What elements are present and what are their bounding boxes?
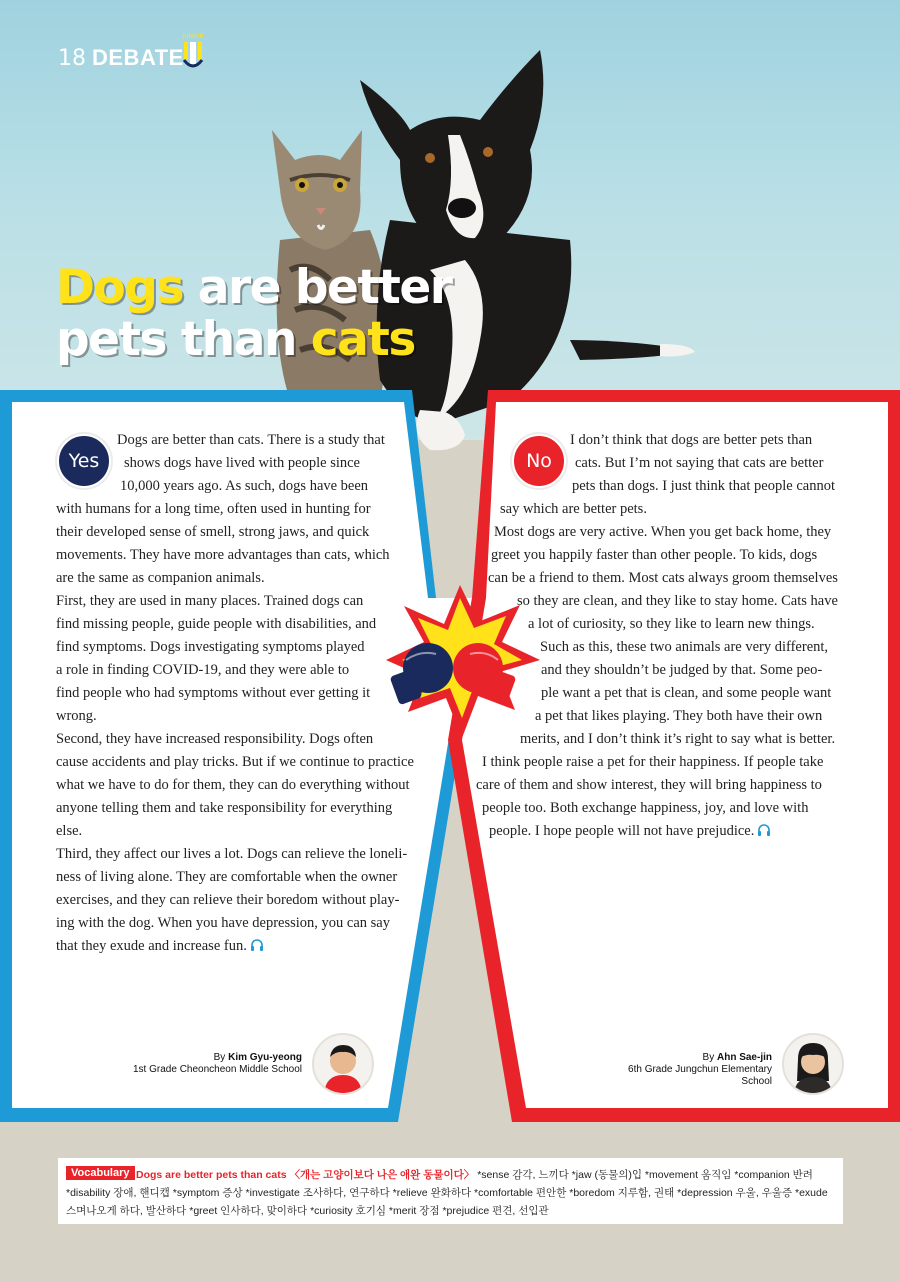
no-line: merits, and I don’t think it’s right to say what is better.: [520, 731, 836, 747]
vocabulary-label: Vocabulary: [66, 1166, 135, 1180]
yes-line: that they exude and increase fun.: [56, 938, 247, 954]
no-line: I think people raise a pet for their happiness. If people take: [482, 754, 824, 770]
no-line-last: [489, 820, 771, 843]
no-line: I don’t think that dogs are better pets than: [570, 432, 813, 448]
yes-line: find missing people, guide people with disabilities, and: [56, 616, 377, 632]
yes-line: 10,000 years ago. As such, dogs have been: [120, 478, 369, 494]
yes-line: First, they are used in many places. Trained dogs can: [56, 593, 364, 609]
no-author-avatar: [782, 1033, 844, 1095]
yes-badge: Yes: [57, 434, 111, 488]
yes-line: cause accidents and play tricks. But if we continue to practice: [56, 754, 414, 770]
yes-line: movements. They have more advantages than cats, which: [56, 547, 390, 563]
title-mid: are better: [182, 260, 452, 315]
yes-line: a role in finding COVID-19, and they were able to: [56, 662, 350, 678]
no-badge: No: [512, 434, 566, 488]
yes-author: [130, 1052, 302, 1076]
no-line: pets than dogs. I just think that people cannot: [572, 478, 835, 494]
vocabulary-body: *sense 감각, 느끼다 *jaw (동물의)입 *movement 움직임 *companion 반려 *disability 장애, 핸디캡 *symptom 증상 *investigate 조사하다, 연구하다 *relieve 완화하다 *comfortable 편안한 *boredom 지루함, 권태 *depression 우울, 우울증 *exude 스며나오게 하다, 발산하다 *greet 인사하다, 맞이하다 *curiosity 호기심 *merit 장점 *prejudice 편견, 선입관: [66, 1169, 828, 1217]
section-title: DEBATE: [92, 45, 184, 70]
no-author: [600, 1052, 772, 1088]
yes-line: ness of living alone. They are comfortable when the owner: [56, 869, 398, 885]
yes-author-avatar: [312, 1033, 374, 1095]
yes-line: anyone telling them and take responsibility for everything: [56, 800, 393, 816]
audio-headphone-icon[interactable]: [250, 939, 264, 951]
vocabulary-headline: Dogs are better pets than cats 〈개는 고양이보다 나은 애완 동물이다〉: [136, 1169, 475, 1181]
yes-line: Third, they affect our lives a lot. Dogs can relieve the loneli-: [56, 846, 408, 862]
yes-line: are the same as companion animals.: [56, 570, 265, 586]
yes-line: Second, they have increased responsibility. Dogs often: [56, 731, 374, 747]
yes-line: what we have to do for them, they can do everything without: [56, 777, 410, 793]
title-dogs: Dogs: [56, 260, 183, 315]
yes-line: exercises, and they can relieve their boredom without play-: [56, 892, 400, 908]
yes-line: Dogs are better than cats. There is a study that: [117, 432, 385, 448]
audio-headphone-icon[interactable]: [757, 824, 771, 836]
author-name: Ahn Sae-jin: [716, 1052, 772, 1063]
yes-line: ing with the dog. When you have depression, you can say: [56, 915, 390, 931]
no-line: Most dogs are very active. When you get back home, they: [494, 524, 832, 540]
vocabulary-box: [58, 1158, 843, 1224]
no-line: cats. But I’m not saying that cats are better: [575, 455, 824, 471]
no-line: Such as this, these two animals are very different,: [540, 639, 829, 655]
author-school: 1st Grade Cheoncheon Middle School: [133, 1064, 302, 1075]
author-prefix: By: [213, 1052, 229, 1063]
no-line: so they are clean, and they like to stay home. Cats have: [517, 593, 838, 609]
author-prefix: By: [702, 1052, 717, 1063]
no-line: people. I hope people will not have prejudice.: [489, 823, 755, 839]
logo-text: JUNIOR: [182, 33, 204, 40]
author-school: 6th Grade Jungchun Elementary School: [628, 1064, 772, 1087]
yes-line: wrong.: [56, 708, 97, 724]
yes-line: with humans for a long time, often used in hunting for: [56, 501, 371, 517]
yes-line: else.: [56, 823, 83, 839]
title-line2: pets than: [56, 312, 311, 367]
no-line: can be a friend to them. Most cats always groom themselves: [488, 570, 838, 586]
vocabulary-text: [66, 1166, 836, 1220]
yes-line: find people who had symptoms without ever getting it: [56, 685, 371, 701]
no-line: a pet that likes playing. They both have their own: [535, 708, 823, 724]
yes-line: shows dogs have lived with people since: [124, 455, 360, 471]
no-line: care of them and show interest, they will bring happiness to: [476, 777, 822, 793]
no-line: ple want a pet that is clean, and some people want: [541, 685, 832, 701]
no-line: say which are better pets.: [500, 501, 647, 517]
no-line: greet you happily faster than other people. To kids, dogs: [491, 547, 818, 563]
yes-line: their developed sense of smell, strong jaws, and quick: [56, 524, 370, 540]
yes-line-last: [56, 935, 264, 958]
author-name: Kim Gyu-yeong: [228, 1052, 302, 1063]
no-line: a lot of curiosity, so they like to learn new things.: [528, 616, 815, 632]
title-cats: cats: [310, 312, 415, 367]
page-number: 18: [58, 46, 86, 71]
no-line: people too. Both exchange happiness, joy, and love with: [482, 800, 809, 816]
yes-line: find symptoms. Dogs investigating symptoms played: [56, 639, 365, 655]
no-line: and they shouldn’t be judged by that. Some peo-: [541, 662, 823, 678]
